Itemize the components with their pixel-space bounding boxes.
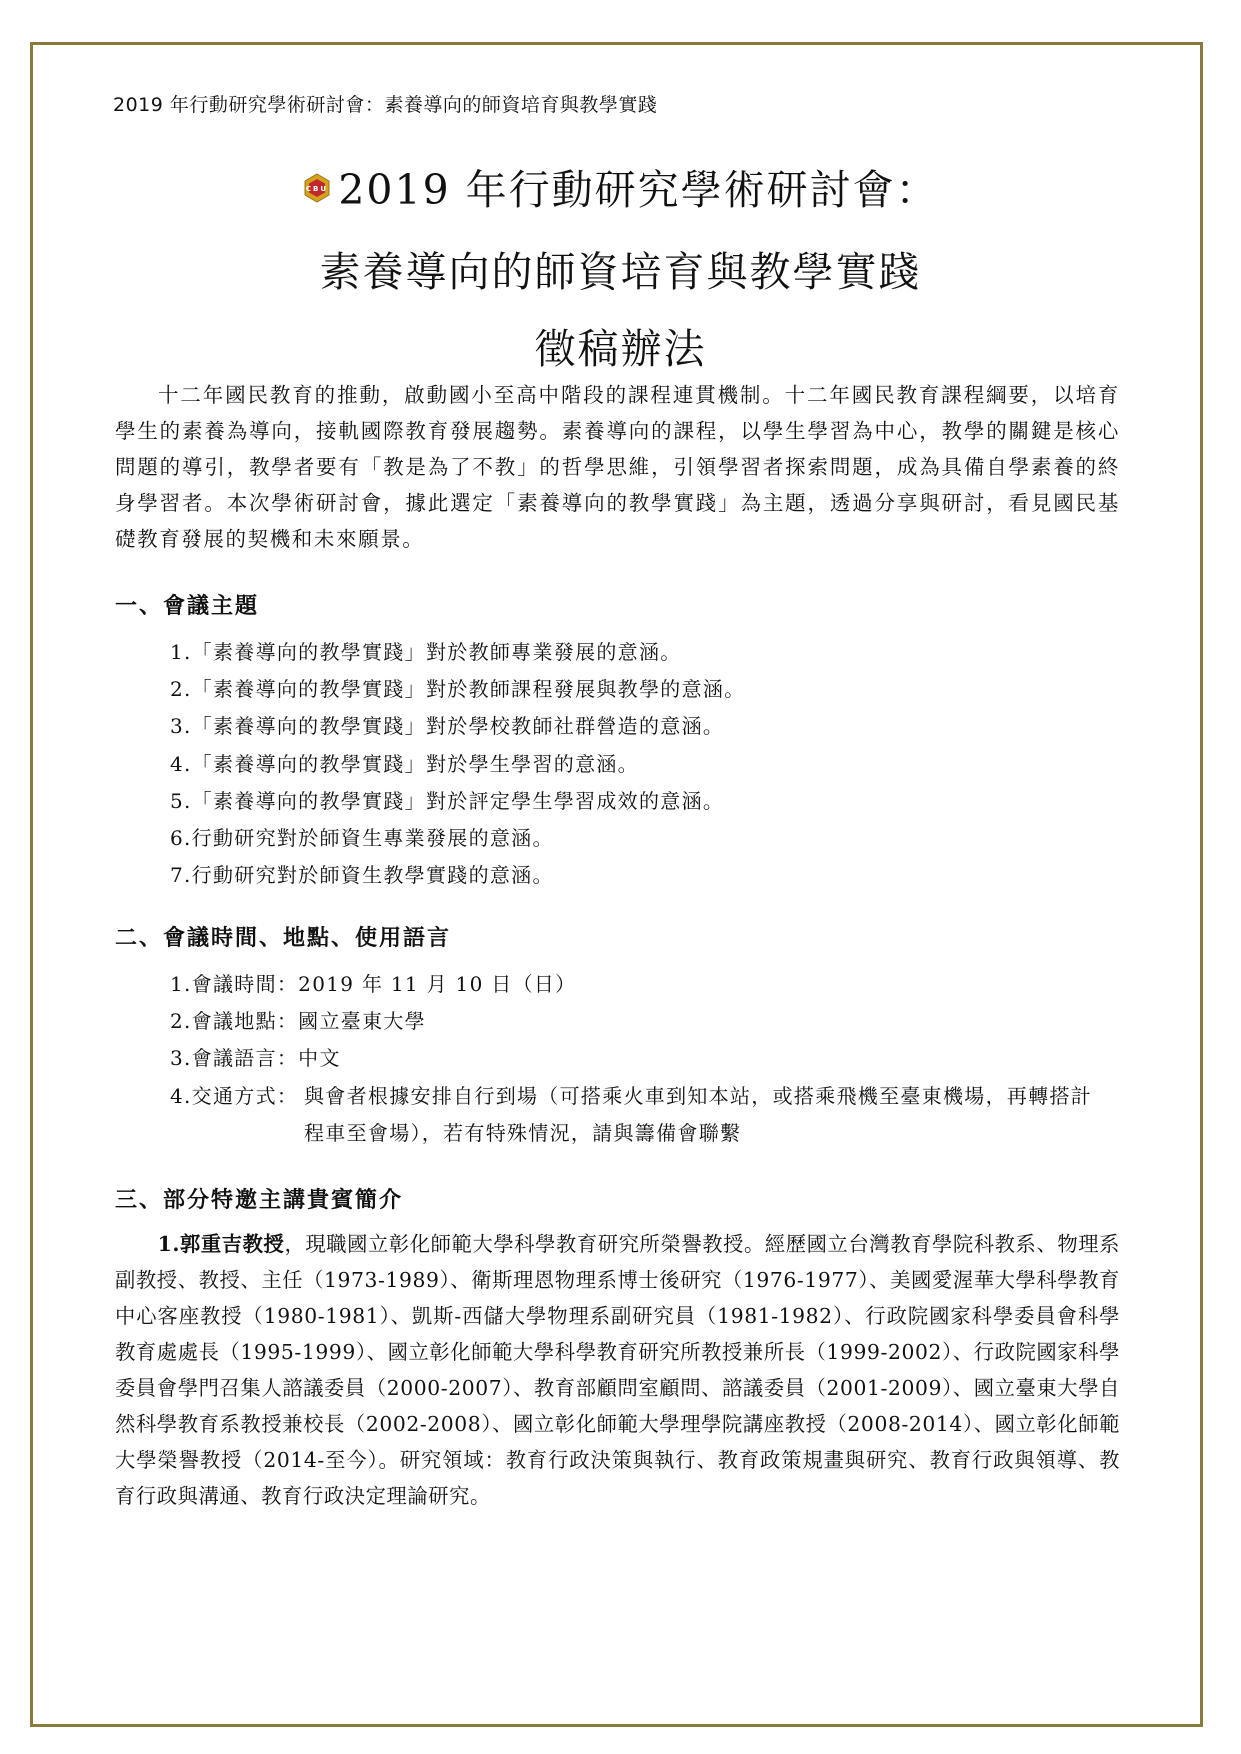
list-item: 1.會議時間：2019 年 11 月 10 日（日） bbox=[170, 972, 577, 996]
transport-label: 4.交通方式： bbox=[170, 1083, 299, 1108]
list-item: 5.「素養導向的教學實踐」對於評定學生學習成效的意涵。 bbox=[170, 788, 725, 813]
transport-value: 與會者根據安排自行到場（可搭乘火車到知本站，或搭乘飛機至臺東機場，再轉搭計程車至會場），若有特殊情況，請與籌備會聯繫 bbox=[304, 1083, 1093, 1145]
logistics-list bbox=[170, 966, 1120, 1152]
list-item: 3.會議語言：中文 bbox=[170, 1046, 341, 1071]
list-item: 2.會議地點：國立臺東大學 bbox=[170, 1009, 426, 1034]
speaker-name: 1.郭重吉教授 bbox=[157, 1232, 285, 1256]
list-item: 6.行動研究對於師資生專業發展的意涵。 bbox=[170, 825, 554, 850]
section-heading-logistics: 二、會議時間、地點、使用語言 bbox=[115, 926, 452, 951]
list-item: 3.「素養導向的教學實踐」對於學校教師社群營造的意涵。 bbox=[170, 714, 725, 739]
speaker-bio-paragraph bbox=[115, 1226, 1120, 1514]
speaker-bio-text: ，現職國立彰化師範大學科學教育研究所榮譽教授。經歷國立台灣教育學院科教系、物理系副教授、教授、主任（1973-1989）、衛斯理恩物理系博士後研究（1976-1977）、美國愛渥華大學科學教育中心客座教授（1980-1981）、凱斯-西儲大學物理系副研究員（1981-1982）、行政院國家科學委員會科學教育處處長（1995-1999）、國立彰化師範大學科學教育研究所教授兼所長（1999-2002）、行政院國家科學委員會學門召集人諮議委員（2000-2007）、教育部顧問室顧問、諮議委員（2001-2009）、國立臺東大學自然科學教育系教授兼校長（2002-2008）、國立彰化師範大學理學院講座教授（2008-2014）、國立彰化師範大學榮譽教授（2014-至今）。研究領域：教育行政決策與執行、教育政策規畫與研究、教育行政與領導、教育行政與溝通、教育行政決定理論研究。 bbox=[115, 1232, 1120, 1508]
list-item: 4.「素養導向的教學實踐」對於學生學習的意涵。 bbox=[170, 751, 639, 776]
running-header: 2019 年行動研究學術研討會：素養導向的師資培育與教學實踐 bbox=[113, 94, 658, 116]
title-text-1: 2019 年行動研究學術研討會： bbox=[338, 166, 939, 214]
title-line-2: 素養導向的師資培育與教學實踐 bbox=[319, 248, 922, 296]
intro-paragraph: 十二年國民教育的推動，啟動國小至高中階段的課程連貫機制。十二年國民教育課程綱要，以培育學生的素養為導向，接軌國際教育發展趨勢。素養導向的課程，以學生學習為中心，教學的關鍵是核心問題的導引，教學者要有「教是為了不教」的哲學思維，引領學習者探索問題，成為具備自學素養的終身學習者。本次學術研討會，據此選定「素養導向的教學實踐」為主題，透過分享與研討，看見國民基礎教育發展的契機和未來願景。 bbox=[115, 383, 1120, 551]
section-heading-speakers: 三、部分特邀主講貴賓簡介 bbox=[115, 1188, 404, 1213]
title-line-1 bbox=[0, 157, 1241, 216]
list-item: 2.「素養導向的教學實踐」對於教師課程發展與教學的意涵。 bbox=[170, 677, 746, 702]
list-item: 7.行動研究對於師資生教學實踐的意涵。 bbox=[170, 863, 554, 888]
section-heading-topics: 一、會議主題 bbox=[115, 594, 260, 619]
title-line-3: 徵稿辦法 bbox=[534, 325, 707, 373]
list-item-transport bbox=[170, 1078, 1120, 1152]
svg-text:CBU: CBU bbox=[306, 184, 329, 193]
list-item: 1.「素養導向的教學實踐」對於教師專業發展的意涵。 bbox=[170, 640, 682, 664]
topics-list bbox=[170, 634, 1120, 894]
university-logo-icon bbox=[302, 173, 332, 203]
